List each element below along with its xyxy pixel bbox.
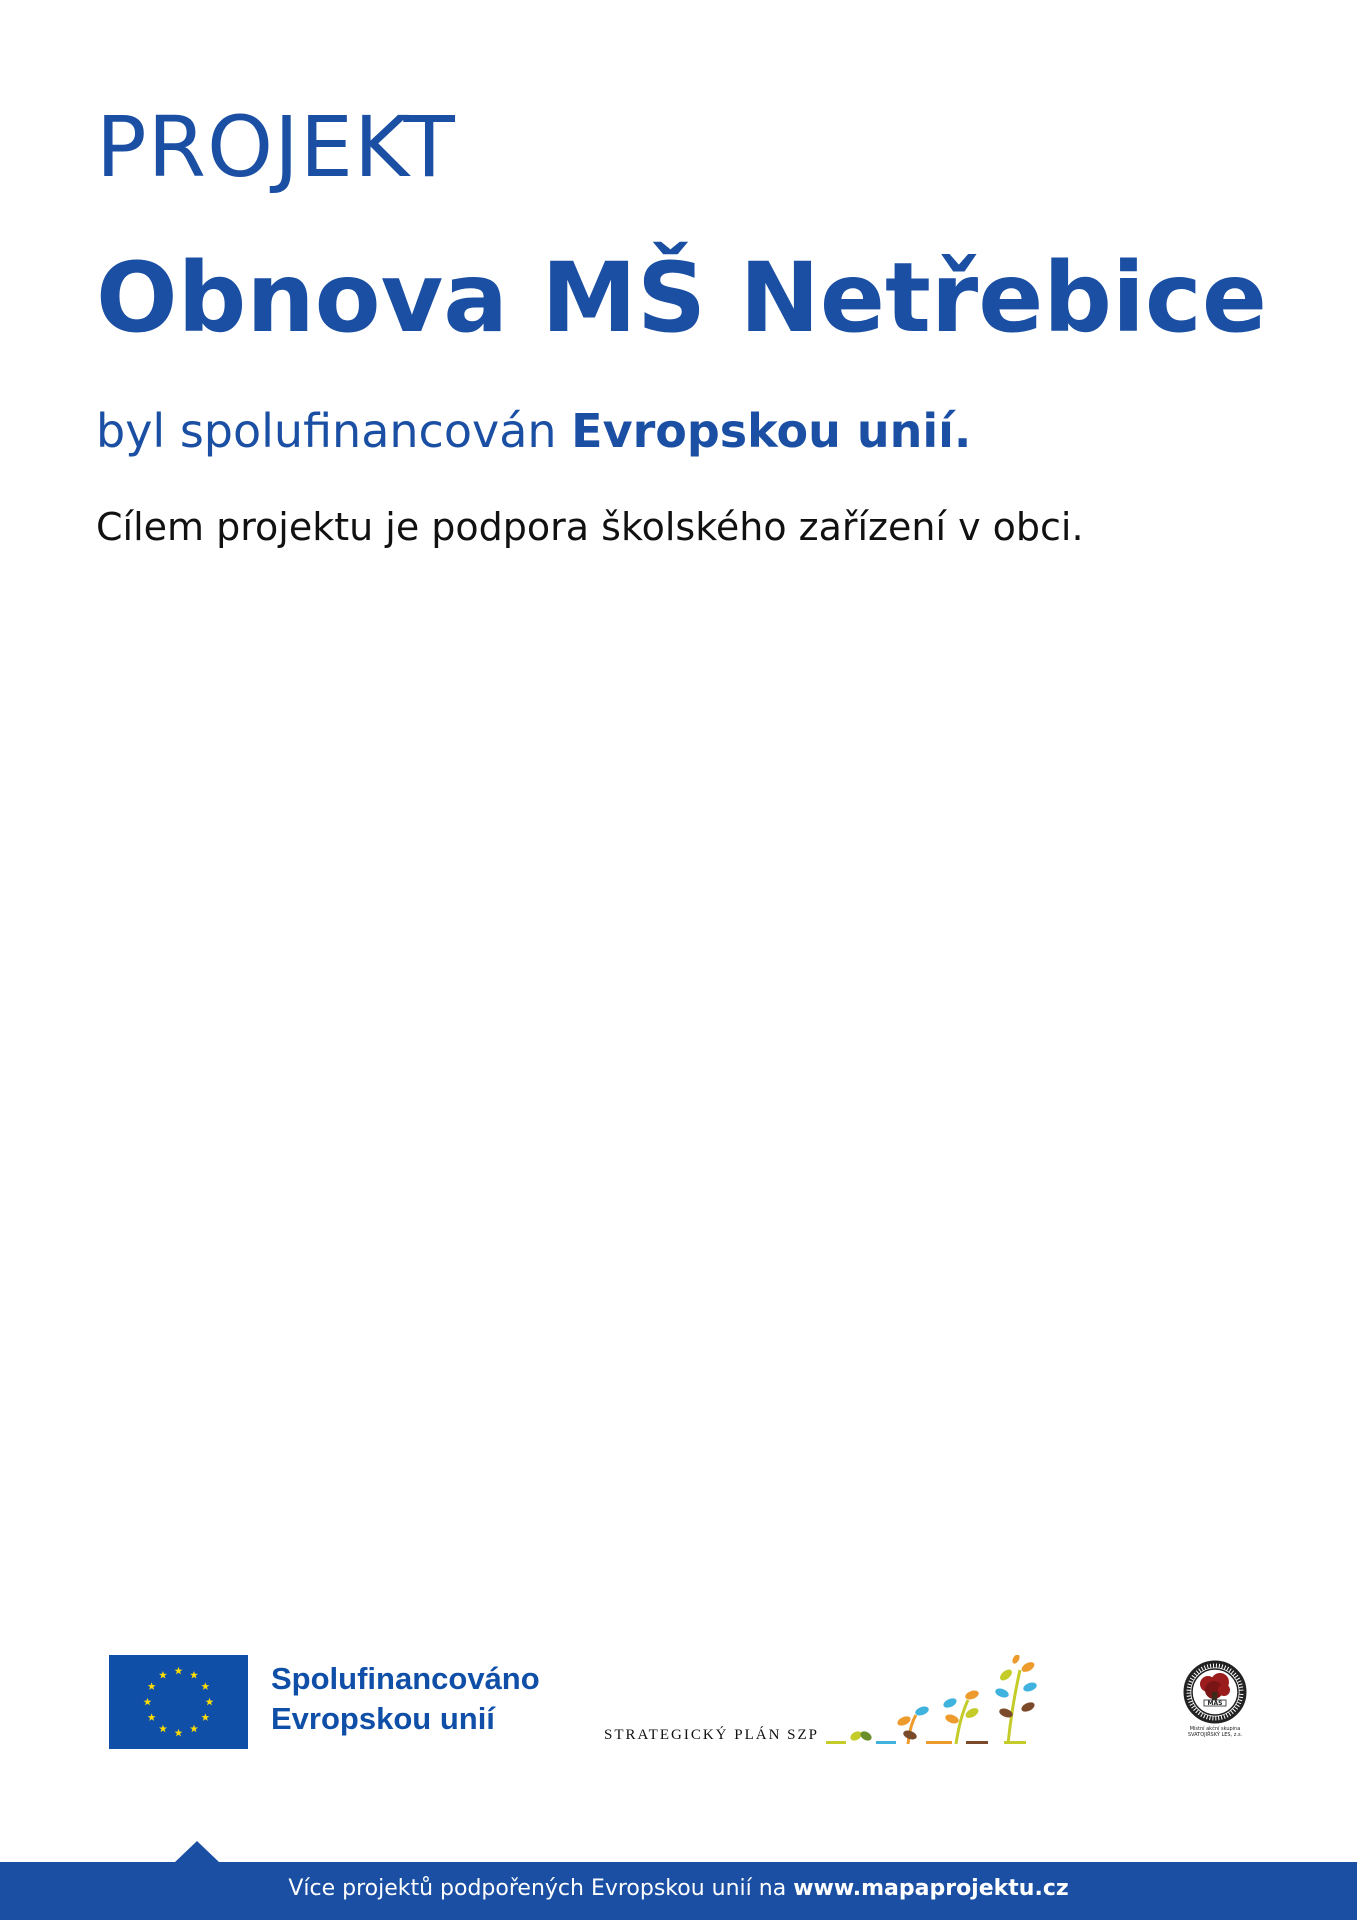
eu-star-icon — [206, 1698, 214, 1706]
footer-link[interactable]: www.mapaprojektu.cz — [793, 1876, 1069, 1901]
eu-cofunded-logo — [109, 1655, 549, 1749]
footer-notch — [174, 1841, 220, 1863]
eu-star-icon — [148, 1713, 156, 1721]
mas-caption — [1174, 1726, 1256, 1738]
project-aim: Cílem projektu je podpora školského zařízení v obci. — [96, 505, 1084, 549]
eu-logo-line1: Spolufinancováno — [271, 1661, 540, 1696]
eu-star-icon — [159, 1671, 167, 1679]
cofinanced-statement — [96, 404, 972, 458]
mas-logo — [1180, 1660, 1250, 1744]
footer-text: Více projektů podpořených Evropskou unií na — [288, 1876, 794, 1901]
project-kicker: PROJEKT — [96, 98, 456, 196]
eu-logo-line2: Evropskou unií — [271, 1701, 495, 1736]
eu-star-icon — [201, 1682, 209, 1690]
mas-caption-line1: Místní akční skupina — [1189, 1726, 1241, 1732]
mas-caption-line2: SVATOJIŘSKÝ LES, z.s. — [1187, 1732, 1243, 1738]
szp-logo — [604, 1655, 1049, 1749]
eu-star-icon — [148, 1682, 156, 1690]
eu-star-icon — [159, 1725, 167, 1733]
cofinanced-prefix: byl spolufinancován — [96, 404, 572, 458]
eu-star-icon — [175, 1729, 183, 1737]
eu-star-icon — [201, 1713, 209, 1721]
eu-logo-text — [271, 1659, 540, 1739]
project-title: Obnova MŠ Netřebice — [96, 242, 1267, 354]
cofinanced-emphasis: Evropskou unií. — [571, 404, 972, 458]
szp-logo-text: STRATEGICKÝ PLÁN SZP — [604, 1727, 820, 1743]
eu-star-icon — [175, 1667, 183, 1675]
tree-seal-logo-icon — [1180, 1660, 1250, 1724]
footer-band — [0, 1862, 1357, 1920]
sprouts-logo-icon — [826, 1655, 1048, 1749]
eu-star-icon — [190, 1671, 198, 1679]
svg-text:MAS: MAS — [1207, 1700, 1223, 1707]
eu-star-icon — [190, 1725, 198, 1733]
eu-flag-icon — [109, 1655, 248, 1749]
eu-star-icon — [144, 1698, 152, 1706]
